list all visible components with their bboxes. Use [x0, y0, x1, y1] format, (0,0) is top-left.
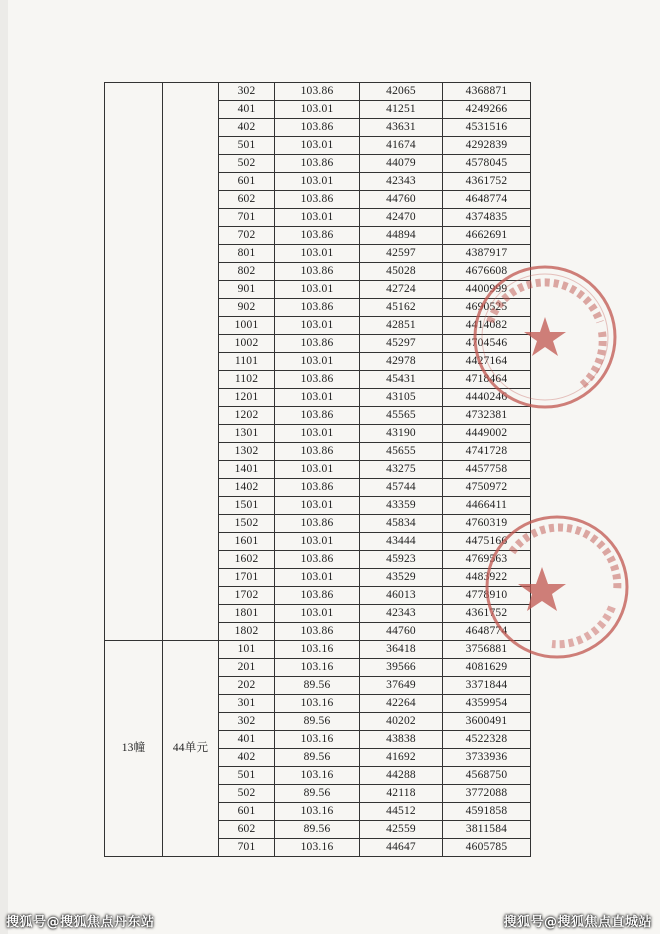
- unit-price-cell: 46013: [360, 587, 443, 605]
- room-number-cell: 901: [219, 281, 275, 299]
- area-cell: 103.86: [275, 119, 360, 137]
- room-number-cell: 1801: [219, 605, 275, 623]
- total-price-cell: 4531516: [443, 119, 531, 137]
- total-price-cell: 4457758: [443, 461, 531, 479]
- room-number-cell: 1502: [219, 515, 275, 533]
- room-number-cell: 1201: [219, 389, 275, 407]
- room-number-cell: 701: [219, 839, 275, 857]
- total-price-cell: 4690525: [443, 299, 531, 317]
- room-number-cell: 1601: [219, 533, 275, 551]
- unit-price-cell: 42724: [360, 281, 443, 299]
- unit-price-cell: 43444: [360, 533, 443, 551]
- building-cell: 13幢: [105, 641, 163, 857]
- area-cell: 103.86: [275, 587, 360, 605]
- area-cell: 103.86: [275, 335, 360, 353]
- room-number-cell: 701: [219, 209, 275, 227]
- area-cell: 103.16: [275, 731, 360, 749]
- total-price-cell: 4466411: [443, 497, 531, 515]
- room-number-cell: 1002: [219, 335, 275, 353]
- unit-price-cell: 42118: [360, 785, 443, 803]
- unit-price-cell: 45431: [360, 371, 443, 389]
- room-number-cell: 201: [219, 659, 275, 677]
- unit-price-cell: 40202: [360, 713, 443, 731]
- room-number-cell: 301: [219, 695, 275, 713]
- room-number-cell: 601: [219, 173, 275, 191]
- total-price-cell: 4475166: [443, 533, 531, 551]
- area-cell: 103.86: [275, 515, 360, 533]
- unit-price-cell: 45565: [360, 407, 443, 425]
- room-number-cell: 502: [219, 785, 275, 803]
- room-number-cell: 1302: [219, 443, 275, 461]
- total-price-cell: 4760319: [443, 515, 531, 533]
- room-number-cell: 402: [219, 119, 275, 137]
- room-number-cell: 1301: [219, 425, 275, 443]
- unit-price-cell: 44760: [360, 191, 443, 209]
- room-number-cell: 602: [219, 191, 275, 209]
- area-cell: 103.86: [275, 227, 360, 245]
- area-cell: 103.16: [275, 695, 360, 713]
- price-table: [104, 82, 531, 857]
- area-cell: 103.16: [275, 767, 360, 785]
- room-number-cell: 302: [219, 83, 275, 101]
- total-price-cell: 3811584: [443, 821, 531, 839]
- unit-price-cell: 43190: [360, 425, 443, 443]
- unit-price-cell: 42978: [360, 353, 443, 371]
- area-cell: 103.86: [275, 83, 360, 101]
- total-price-cell: 4414082: [443, 317, 531, 335]
- page-edge: [0, 0, 8, 934]
- room-number-cell: 401: [219, 101, 275, 119]
- unit-price-cell: 41251: [360, 101, 443, 119]
- total-price-cell: 4732381: [443, 407, 531, 425]
- area-cell: 103.16: [275, 641, 360, 659]
- unit-price-cell: 42559: [360, 821, 443, 839]
- total-price-cell: 4568750: [443, 767, 531, 785]
- room-number-cell: 801: [219, 245, 275, 263]
- total-price-cell: 4676608: [443, 263, 531, 281]
- room-number-cell: 402: [219, 749, 275, 767]
- area-cell: 89.56: [275, 713, 360, 731]
- unit-price-cell: 41674: [360, 137, 443, 155]
- room-number-cell: 1102: [219, 371, 275, 389]
- unit-price-cell: 44079: [360, 155, 443, 173]
- unit-price-cell: 43631: [360, 119, 443, 137]
- total-price-cell: 4578045: [443, 155, 531, 173]
- building-cell-blank: [105, 83, 163, 641]
- total-price-cell: 4081629: [443, 659, 531, 677]
- area-cell: 103.01: [275, 605, 360, 623]
- unit-price-cell: 45923: [360, 551, 443, 569]
- area-cell: 103.86: [275, 371, 360, 389]
- watermark-left: 搜狐号@搜狐焦点丹东站: [6, 915, 155, 930]
- area-cell: 103.16: [275, 659, 360, 677]
- unit-price-cell: 43105: [360, 389, 443, 407]
- room-number-cell: 1202: [219, 407, 275, 425]
- area-cell: 89.56: [275, 677, 360, 695]
- unit-price-cell: 37649: [360, 677, 443, 695]
- total-price-cell: 4449002: [443, 425, 531, 443]
- room-number-cell: 601: [219, 803, 275, 821]
- room-number-cell: 702: [219, 227, 275, 245]
- unit-price-cell: 42065: [360, 83, 443, 101]
- total-price-cell: 3756881: [443, 641, 531, 659]
- unit-cell: 44单元: [163, 641, 219, 857]
- room-number-cell: 1501: [219, 497, 275, 515]
- area-cell: 103.01: [275, 425, 360, 443]
- room-number-cell: 902: [219, 299, 275, 317]
- unit-price-cell: 42343: [360, 605, 443, 623]
- unit-cell-blank: [163, 83, 219, 641]
- room-number-cell: 501: [219, 767, 275, 785]
- area-cell: 89.56: [275, 785, 360, 803]
- unit-price-cell: 45744: [360, 479, 443, 497]
- unit-price-cell: 43838: [360, 731, 443, 749]
- total-price-cell: 4368871: [443, 83, 531, 101]
- room-number-cell: 1101: [219, 353, 275, 371]
- total-price-cell: 4400999: [443, 281, 531, 299]
- total-price-cell: 4750972: [443, 479, 531, 497]
- room-number-cell: 1702: [219, 587, 275, 605]
- area-cell: 103.01: [275, 101, 360, 119]
- area-cell: 103.86: [275, 191, 360, 209]
- total-price-cell: 4359954: [443, 695, 531, 713]
- room-number-cell: 502: [219, 155, 275, 173]
- total-price-cell: 4374835: [443, 209, 531, 227]
- room-number-cell: 401: [219, 731, 275, 749]
- area-cell: 103.01: [275, 173, 360, 191]
- total-price-cell: 4648774: [443, 191, 531, 209]
- price-table-body: [105, 83, 531, 857]
- area-cell: 103.86: [275, 155, 360, 173]
- area-cell: 103.86: [275, 407, 360, 425]
- unit-price-cell: 44894: [360, 227, 443, 245]
- watermark-right: 搜狐号@搜狐焦点直城站: [503, 915, 652, 930]
- room-number-cell: 202: [219, 677, 275, 695]
- unit-price-cell: 44288: [360, 767, 443, 785]
- unit-price-cell: 45028: [360, 263, 443, 281]
- area-cell: 103.01: [275, 245, 360, 263]
- area-cell: 103.01: [275, 317, 360, 335]
- area-cell: 103.86: [275, 479, 360, 497]
- unit-price-cell: 43529: [360, 569, 443, 587]
- room-number-cell: 1701: [219, 569, 275, 587]
- total-price-cell: 4769563: [443, 551, 531, 569]
- table-row: [105, 641, 531, 659]
- total-price-cell: 3772088: [443, 785, 531, 803]
- total-price-cell: 4440246: [443, 389, 531, 407]
- area-cell: 103.01: [275, 281, 360, 299]
- area-cell: 103.16: [275, 839, 360, 857]
- total-price-cell: 4778910: [443, 587, 531, 605]
- unit-price-cell: 36418: [360, 641, 443, 659]
- area-cell: 103.01: [275, 353, 360, 371]
- room-number-cell: 1802: [219, 623, 275, 641]
- unit-price-cell: 43275: [360, 461, 443, 479]
- room-number-cell: 1001: [219, 317, 275, 335]
- room-number-cell: 1402: [219, 479, 275, 497]
- area-cell: 89.56: [275, 821, 360, 839]
- area-cell: 89.56: [275, 749, 360, 767]
- unit-price-cell: 43359: [360, 497, 443, 515]
- total-price-cell: 4387917: [443, 245, 531, 263]
- unit-price-cell: 45297: [360, 335, 443, 353]
- table-row: [105, 83, 531, 101]
- total-price-cell: 4292839: [443, 137, 531, 155]
- area-cell: 103.16: [275, 803, 360, 821]
- total-price-cell: 4718464: [443, 371, 531, 389]
- unit-price-cell: 44760: [360, 623, 443, 641]
- unit-price-cell: 44647: [360, 839, 443, 857]
- area-cell: 103.01: [275, 533, 360, 551]
- unit-price-cell: 45834: [360, 515, 443, 533]
- room-number-cell: 1401: [219, 461, 275, 479]
- area-cell: 103.01: [275, 569, 360, 587]
- unit-price-cell: 42851: [360, 317, 443, 335]
- area-cell: 103.01: [275, 137, 360, 155]
- total-price-cell: 4704546: [443, 335, 531, 353]
- total-price-cell: 4741728: [443, 443, 531, 461]
- total-price-cell: 4605785: [443, 839, 531, 857]
- room-number-cell: 602: [219, 821, 275, 839]
- total-price-cell: 3600491: [443, 713, 531, 731]
- unit-price-cell: 42470: [360, 209, 443, 227]
- total-price-cell: 4591858: [443, 803, 531, 821]
- unit-price-cell: 44512: [360, 803, 443, 821]
- unit-price-cell: 39566: [360, 659, 443, 677]
- area-cell: 103.01: [275, 461, 360, 479]
- unit-price-cell: 42264: [360, 695, 443, 713]
- room-number-cell: 1602: [219, 551, 275, 569]
- unit-price-cell: 41692: [360, 749, 443, 767]
- area-cell: 103.01: [275, 389, 360, 407]
- total-price-cell: 3733936: [443, 749, 531, 767]
- total-price-cell: 4522328: [443, 731, 531, 749]
- price-table-container: [104, 82, 530, 862]
- room-number-cell: 101: [219, 641, 275, 659]
- room-number-cell: 802: [219, 263, 275, 281]
- total-price-cell: 4249266: [443, 101, 531, 119]
- area-cell: 103.01: [275, 497, 360, 515]
- area-cell: 103.86: [275, 551, 360, 569]
- area-cell: 103.86: [275, 263, 360, 281]
- unit-price-cell: 42343: [360, 173, 443, 191]
- total-price-cell: 4361752: [443, 173, 531, 191]
- area-cell: 103.01: [275, 209, 360, 227]
- unit-price-cell: 42597: [360, 245, 443, 263]
- room-number-cell: 501: [219, 137, 275, 155]
- total-price-cell: 4427164: [443, 353, 531, 371]
- total-price-cell: 4483922: [443, 569, 531, 587]
- total-price-cell: 4648774: [443, 623, 531, 641]
- unit-price-cell: 45655: [360, 443, 443, 461]
- total-price-cell: 4361752: [443, 605, 531, 623]
- unit-price-cell: 45162: [360, 299, 443, 317]
- area-cell: 103.86: [275, 299, 360, 317]
- room-number-cell: 302: [219, 713, 275, 731]
- area-cell: 103.86: [275, 623, 360, 641]
- area-cell: 103.86: [275, 443, 360, 461]
- total-price-cell: 3371844: [443, 677, 531, 695]
- total-price-cell: 4662691: [443, 227, 531, 245]
